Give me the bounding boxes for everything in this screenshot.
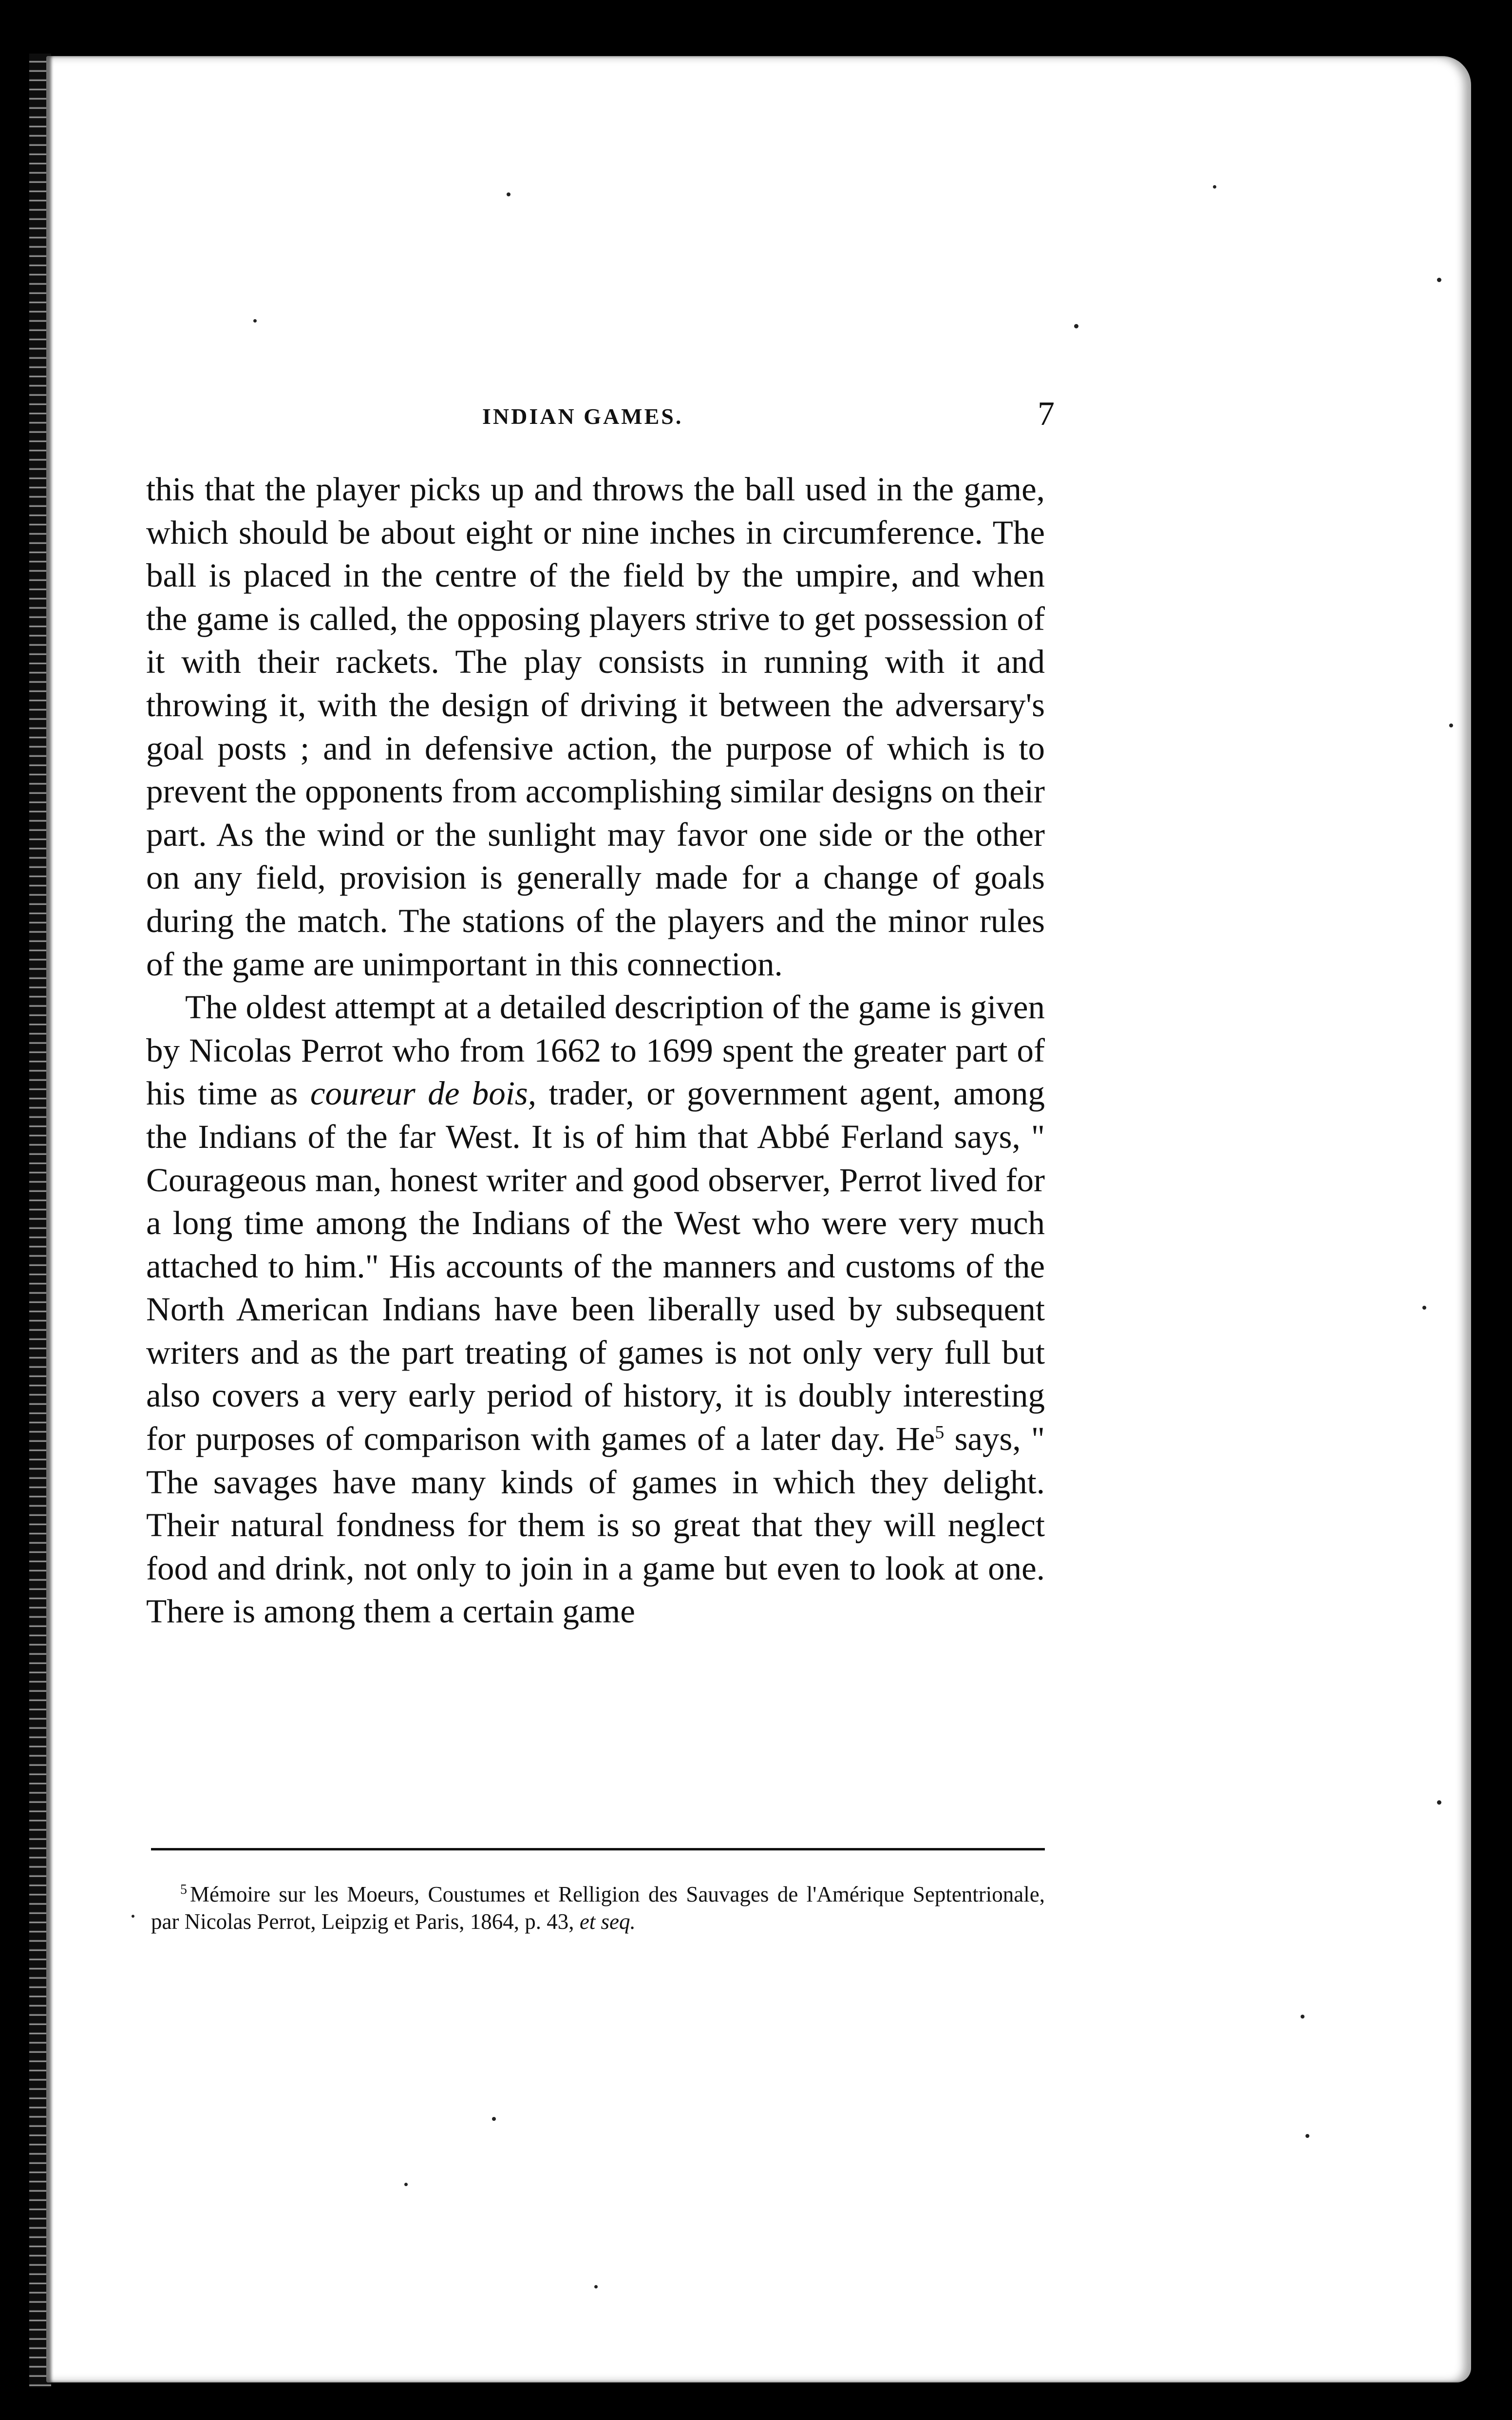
footnote	[151, 1881, 1045, 1935]
paragraph-1: this that the player picks up and throws the ball used in the game, which should be about eight or nine inches in circumference. The ball is placed in the centre of the field by the umpire, and when the game is called, the opposing players strive to get possession of it with their rackets. The play consists in running with it and throwing it, with the design of driving it between the adversary's goal posts ; and in defensive action, the purpose of which is to prevent the opponents from accomplishing similar designs on their part. As the wind or the sunlight may favor one side or the other on any field, provision is generally made for a change of goals during the match. The stations of the players and the minor rules of the game are unimportant in this connection.	[146, 471, 1045, 983]
footnote-number: 5	[180, 1882, 187, 1897]
footnote-italic: et seq.	[579, 1909, 636, 1934]
scan-speck	[1437, 278, 1441, 282]
scan-speck	[1074, 324, 1078, 328]
scan-speck	[1449, 724, 1453, 727]
footnote-divider	[151, 1848, 1045, 1850]
scan-speck	[1305, 2134, 1309, 2138]
paragraph-2-part-2: trader, or government agent, among the Indians of the far West. It is of him that Abbé Ferland says, " Courageous man, honest writer and good observer, Perrot lived for a long time among the Indians of the West who were very much attached to him." His accounts of the manners and customs of the North American Indians have been liberally used by subsequent writers and as the part treating of games is not only very full but also covers a very early period of history, it is doubly interesting for purposes of comparison with games of a later day. He	[146, 1075, 1045, 1458]
page-header	[482, 395, 1055, 442]
scan-speck	[1213, 185, 1216, 189]
scan-speck	[1437, 1800, 1441, 1805]
footnote-reference: 5	[935, 1422, 945, 1443]
paragraph-2	[146, 986, 1045, 1633]
running-head: INDIAN GAMES.	[482, 404, 683, 429]
scan-speck	[594, 2285, 598, 2288]
scan-speck	[492, 2117, 496, 2121]
scan-speck	[253, 319, 257, 323]
page-number: 7	[1038, 395, 1055, 433]
footnote-text: Mémoire sur les Moeurs, Coustumes et Relligion des Sauvages de l'Amérique Septentrionale, par Nicolas Perrot, Leipzig et Paris, 1864, p. 43,	[151, 1882, 1045, 1934]
paragraph-2-part-1: The oldest attempt at a detailed description of the game is given by Nicolas Perrot who from 1662 to 1699 spent the greater part of his time as	[146, 989, 1045, 1112]
scan-speck	[507, 192, 510, 196]
scan-speck	[132, 1915, 134, 1918]
paragraph-2-italic-phrase: coureur de bois,	[310, 1075, 537, 1112]
body-text	[146, 468, 1045, 1633]
paragraph-2-part-3: says, " The savages have many kinds of games in which they delight. Their natural fondness for them is so great that they will neglect food and drink, not only to join in a game but even to look at one. There is among them a certain game	[146, 1420, 1045, 1630]
scan-speck	[404, 2183, 408, 2186]
scan-speck	[1301, 2015, 1304, 2019]
scan-speck	[1422, 1306, 1426, 1310]
